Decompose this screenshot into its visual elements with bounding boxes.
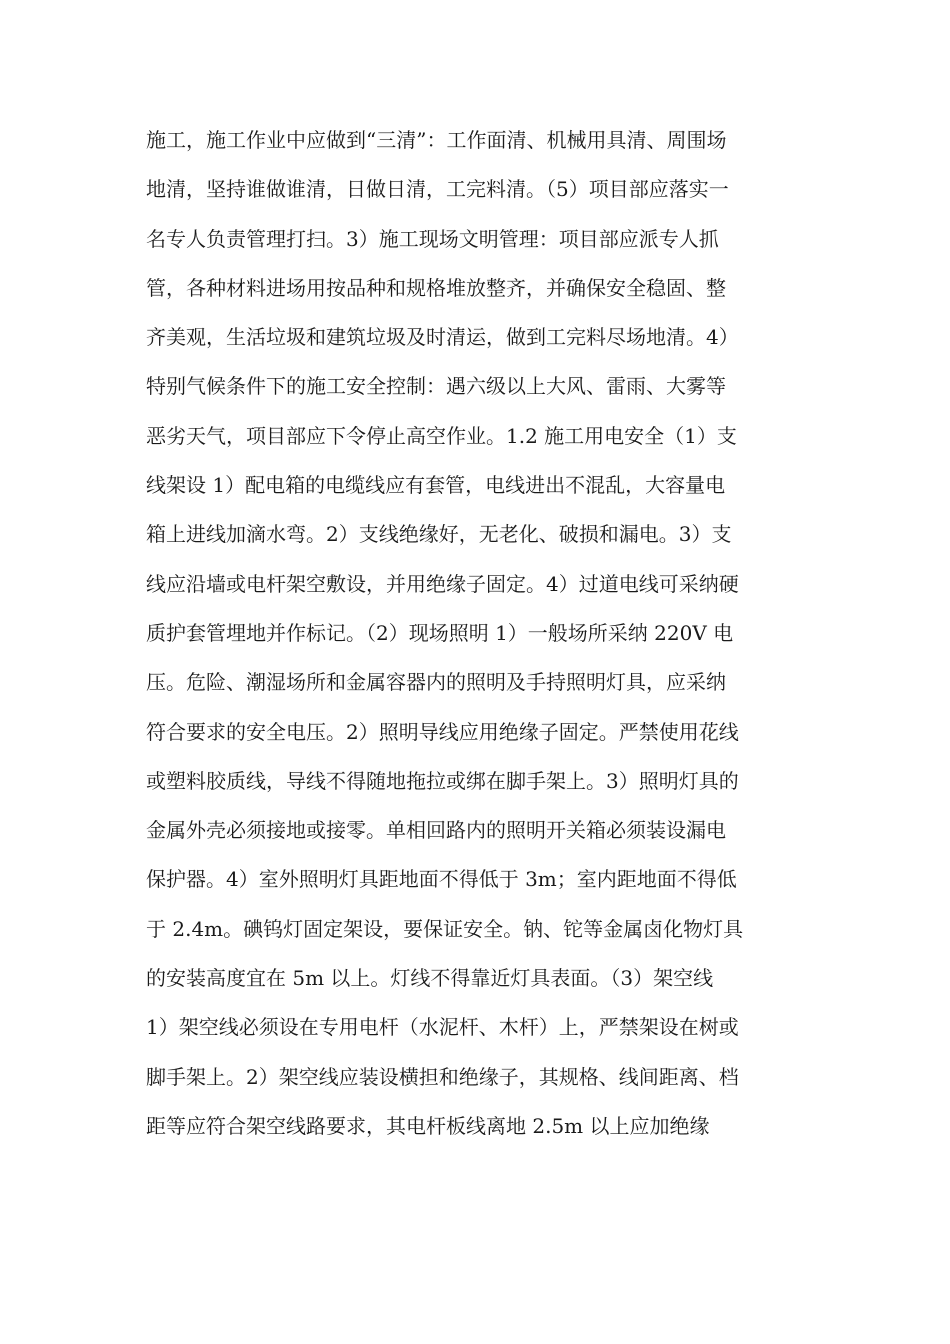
text-line: 压。危险、潮湿场所和金属容器内的照明及手持照明灯具，应采纳 — [146, 670, 726, 695]
text-line: 距等应符合架空线路要求，其电杆板线离地 2.5m 以上应加绝缘 — [146, 1113, 710, 1138]
body-text — [146, 116, 816, 1151]
text-line: 脚手架上。2）架空线应装设横担和绝缘子，其规格、线间距离、档 — [146, 1064, 739, 1089]
text-line: 施工，施工作业中应做到“三清”：工作面清、机械用具清、周围场 — [146, 128, 727, 152]
text-line: 箱上进线加滴水弯。2）支线绝缘好，无老化、破损和漏电。3）支 — [146, 522, 732, 547]
text-line: 符合要求的安全电压。2）照明导线应用绝缘子固定。严禁使用花线 — [146, 719, 739, 744]
text-line: 管，各种材料进场用按品种和规格堆放整齐，并确保安全稳固、整 — [146, 275, 726, 300]
text-line: 名专人负责管理打扫。3）施工现场文明管理：项目部应派专人抓 — [146, 226, 719, 251]
text-line: 地清，坚持谁做谁清，日做日清，工完料清。（5）项目部应落实一 — [146, 177, 729, 202]
text-line: 于 2.4m。碘钨灯固定架设，要保证安全。钠、铊等金属卤化物灯具 — [146, 916, 744, 941]
text-line: 1）架空线必须设在专用电杆（水泥杆、木杆）上，严禁架设在树或 — [146, 1015, 739, 1040]
text-line: 金属外壳必须接地或接零。单相回路内的照明开关箱必须装设漏电 — [146, 818, 726, 843]
text-line: 质护套管埋地并作标记。（2）现场照明 1）一般场所采纳 220V 电 — [146, 620, 734, 645]
text-line: 或塑料胶质线，导线不得随地拖拉或绑在脚手架上。3）照明灯具的 — [146, 768, 739, 793]
text-line: 线架设 1）配电箱的电缆线应有套管，电线进出不混乱，大容量电 — [146, 473, 726, 498]
text-line: 保护器。4）室外照明灯具距地面不得低于 3m；室内距地面不得低 — [146, 867, 737, 892]
text-line: 齐美观，生活垃圾和建筑垃圾及时清运，做到工完料尽场地清。4） — [146, 325, 739, 350]
text-line: 恶劣天气，项目部应下令停止高空作业。1.2 施工用电安全（1）支 — [146, 423, 737, 448]
text-line: 特别气候条件下的施工安全控制：遇六级以上大风、雷雨、大雾等 — [146, 374, 726, 399]
text-line: 线应沿墙或电杆架空敷设，并用绝缘子固定。4）过道电线可采纳硬 — [146, 571, 739, 596]
text-line: 的安装高度宜在 5m 以上。灯线不得靠近灯具表面。（3）架空线 — [146, 966, 714, 991]
